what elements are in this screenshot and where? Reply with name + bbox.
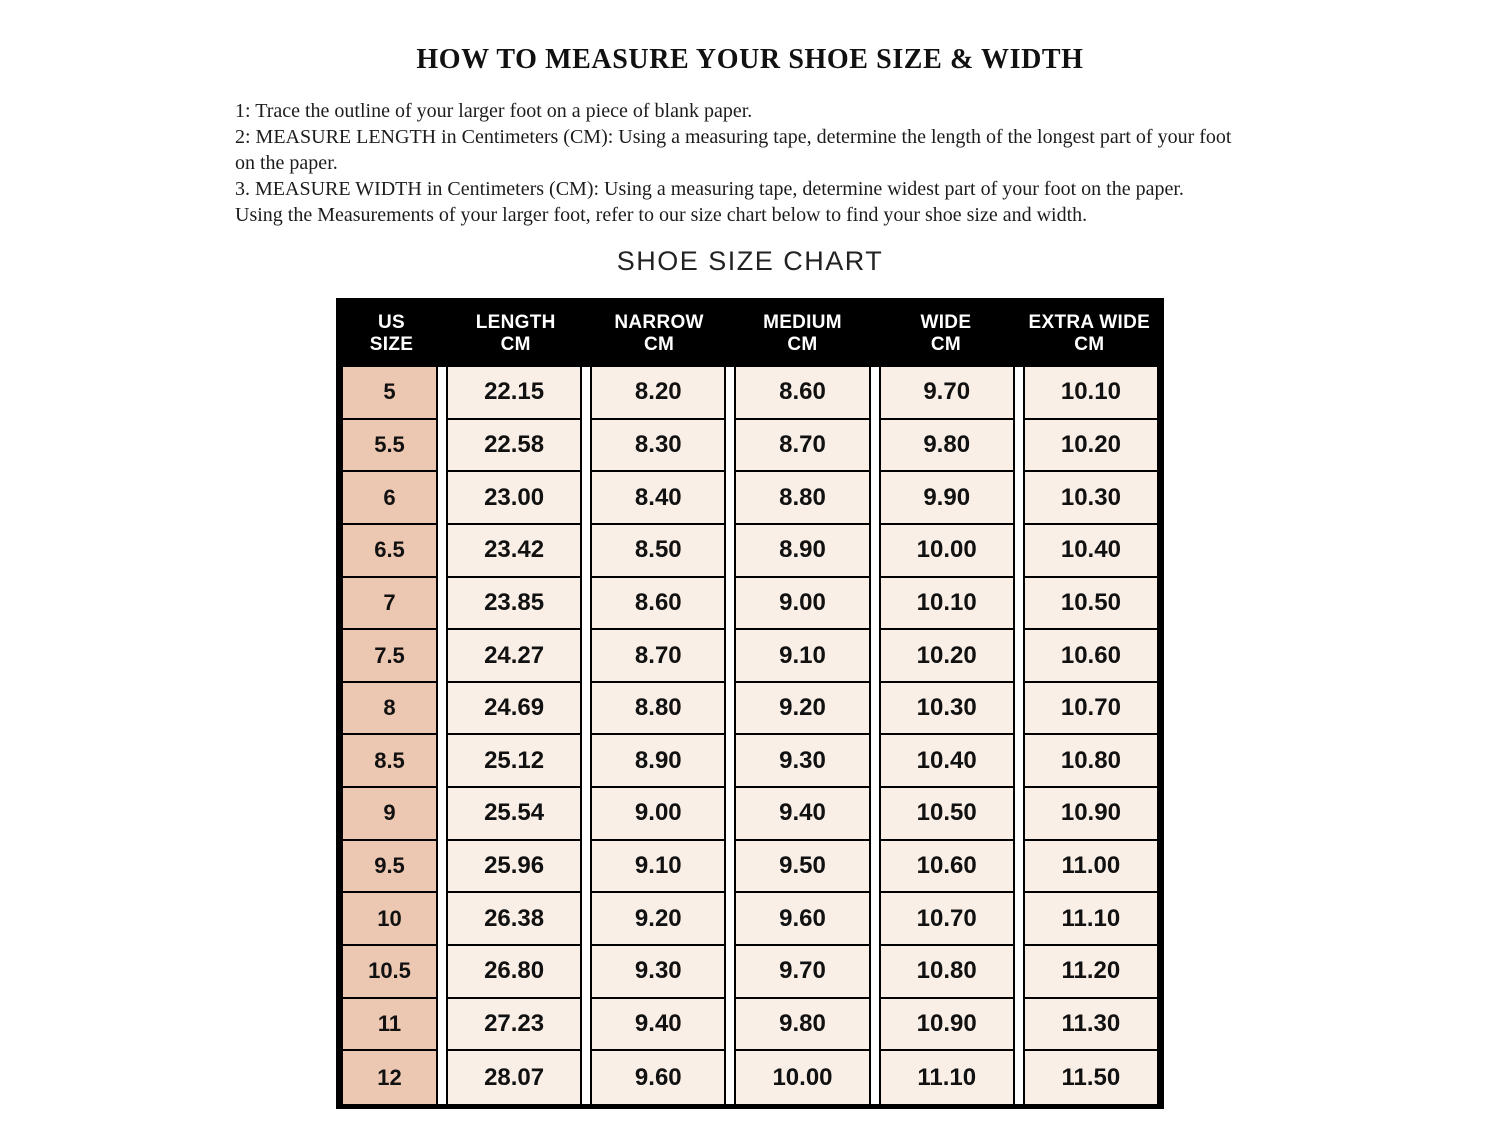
value-cell: 10.00 xyxy=(736,1051,868,1104)
value-cell: 24.27 xyxy=(448,630,580,683)
size-cell: 7.5 xyxy=(343,630,436,683)
value-cell: 25.96 xyxy=(448,841,580,894)
value-cell: 9.00 xyxy=(592,788,724,841)
column-header-medium xyxy=(735,312,870,356)
data-column-wide xyxy=(879,367,1015,1104)
size-cell: 11 xyxy=(343,999,436,1052)
size-cell: 12 xyxy=(343,1051,436,1104)
value-cell: 25.12 xyxy=(448,735,580,788)
value-cell: 22.58 xyxy=(448,420,580,473)
instruction-line-2: 2: MEASURE LENGTH in Centimeters (CM): Using a measuring tape, determine the length of the longest part of your foot on the paper. xyxy=(235,126,1232,174)
header-line-top: LENGTH xyxy=(475,312,556,333)
value-cell: 10.50 xyxy=(881,788,1013,841)
value-cell: 9.40 xyxy=(592,999,724,1052)
value-cell: 8.80 xyxy=(736,472,868,525)
column-header-extra-wide xyxy=(1022,312,1157,356)
size-table xyxy=(336,298,1164,1109)
header-line-bottom: CM xyxy=(1074,334,1105,355)
header-line-bottom: CM xyxy=(930,334,961,355)
size-column xyxy=(341,367,438,1104)
value-cell: 10.70 xyxy=(1025,683,1157,736)
value-cell: 9.80 xyxy=(881,420,1013,473)
value-cell: 9.70 xyxy=(736,946,868,999)
value-cell: 9.50 xyxy=(736,841,868,894)
value-cell: 10.60 xyxy=(1025,630,1157,683)
value-cell: 10.50 xyxy=(1025,578,1157,631)
value-cell: 9.00 xyxy=(736,578,868,631)
value-cell: 8.60 xyxy=(736,367,868,420)
column-header-us-size xyxy=(343,312,440,356)
value-cell: 9.20 xyxy=(592,893,724,946)
column-header-length xyxy=(448,312,583,356)
header-line-top: MEDIUM xyxy=(763,312,842,333)
table-header xyxy=(341,303,1159,367)
value-cell: 11.20 xyxy=(1025,946,1157,999)
value-cell: 9.30 xyxy=(592,946,724,999)
value-cell: 10.30 xyxy=(1025,472,1157,525)
value-cell: 10.40 xyxy=(881,735,1013,788)
value-cell: 9.90 xyxy=(881,472,1013,525)
value-cell: 10.00 xyxy=(881,525,1013,578)
value-cell: 8.80 xyxy=(592,683,724,736)
value-cell: 8.90 xyxy=(592,735,724,788)
size-cell: 8.5 xyxy=(343,735,436,788)
value-cell: 11.30 xyxy=(1025,999,1157,1052)
value-cell: 28.07 xyxy=(448,1051,580,1104)
value-cell: 25.54 xyxy=(448,788,580,841)
value-cell: 8.50 xyxy=(592,525,724,578)
value-cell: 26.38 xyxy=(448,893,580,946)
header-line-top: EXTRA WIDE xyxy=(1028,312,1151,333)
value-cell: 9.10 xyxy=(736,630,868,683)
value-cell: 11.50 xyxy=(1025,1051,1157,1104)
value-cell: 10.60 xyxy=(881,841,1013,894)
value-cell: 8.70 xyxy=(592,630,724,683)
value-cell: 24.69 xyxy=(448,683,580,736)
value-cell: 10.80 xyxy=(881,946,1013,999)
value-cell: 23.00 xyxy=(448,472,580,525)
value-cell: 10.40 xyxy=(1025,525,1157,578)
value-cell: 27.23 xyxy=(448,999,580,1052)
size-cell: 9 xyxy=(343,788,436,841)
header-line-top: US xyxy=(378,312,405,333)
instruction-line-1: 1: Trace the outline of your larger foot on a piece of blank paper. xyxy=(235,100,753,122)
value-cell: 9.60 xyxy=(736,893,868,946)
size-cell: 9.5 xyxy=(343,841,436,894)
value-cell: 8.20 xyxy=(592,367,724,420)
value-cell: 9.20 xyxy=(736,683,868,736)
header-line-bottom: CM xyxy=(644,334,675,355)
size-cell: 5.5 xyxy=(343,420,436,473)
shoe-size-chart-title: SHOE SIZE CHART xyxy=(616,246,884,276)
column-header-wide xyxy=(878,312,1013,356)
value-cell: 10.90 xyxy=(881,999,1013,1052)
value-cell: 10.20 xyxy=(1025,420,1157,473)
value-cell: 8.90 xyxy=(736,525,868,578)
value-cell: 10.30 xyxy=(881,683,1013,736)
size-cell: 6 xyxy=(343,472,436,525)
value-cell: 9.40 xyxy=(736,788,868,841)
value-cell: 8.60 xyxy=(592,578,724,631)
value-cell: 10.10 xyxy=(1025,367,1157,420)
header-line-bottom: SIZE xyxy=(369,334,414,355)
value-cell: 11.00 xyxy=(1025,841,1157,894)
page-title: HOW TO MEASURE YOUR SHOE SIZE & WIDTH xyxy=(416,44,1084,75)
header-line-bottom: CM xyxy=(787,334,818,355)
value-cell: 10.80 xyxy=(1025,735,1157,788)
size-cell: 10 xyxy=(343,893,436,946)
value-cell: 8.40 xyxy=(592,472,724,525)
data-column-medium xyxy=(734,367,870,1104)
size-cell: 6.5 xyxy=(343,525,436,578)
table-body xyxy=(341,367,1159,1104)
value-cell: 22.15 xyxy=(448,367,580,420)
header-line-top: WIDE xyxy=(920,312,972,333)
size-cell: 7 xyxy=(343,578,436,631)
size-cell: 10.5 xyxy=(343,946,436,999)
value-cell: 10.90 xyxy=(1025,788,1157,841)
data-column-extra_wide xyxy=(1023,367,1159,1104)
value-cell: 9.80 xyxy=(736,999,868,1052)
value-cell: 11.10 xyxy=(1025,893,1157,946)
size-cell: 5 xyxy=(343,367,436,420)
value-cell: 10.20 xyxy=(881,630,1013,683)
value-cell: 26.80 xyxy=(448,946,580,999)
value-cell: 9.60 xyxy=(592,1051,724,1104)
value-cell: 9.70 xyxy=(881,367,1013,420)
value-cell: 11.10 xyxy=(881,1051,1013,1104)
instructions xyxy=(235,98,1235,228)
data-column-length xyxy=(446,367,582,1104)
value-cell: 8.30 xyxy=(592,420,724,473)
value-cell: 9.10 xyxy=(592,841,724,894)
value-cell: 10.70 xyxy=(881,893,1013,946)
instruction-line-3: 3. MEASURE WIDTH in Centimeters (CM): Using a measuring tape, determine widest part of your foot on the paper. xyxy=(235,178,1184,200)
column-header-narrow xyxy=(591,312,726,356)
value-cell: 23.42 xyxy=(448,525,580,578)
header-line-top: NARROW xyxy=(614,312,704,333)
value-cell: 23.85 xyxy=(448,578,580,631)
instruction-line-4: Using the Measurements of your larger foot, refer to our size chart below to find your shoe size and width. xyxy=(235,204,1088,226)
header-line-bottom: CM xyxy=(500,334,531,355)
value-cell: 9.30 xyxy=(736,735,868,788)
size-cell: 8 xyxy=(343,683,436,736)
data-column-narrow xyxy=(590,367,726,1104)
value-cell: 8.70 xyxy=(736,420,868,473)
value-cell: 10.10 xyxy=(881,578,1013,631)
